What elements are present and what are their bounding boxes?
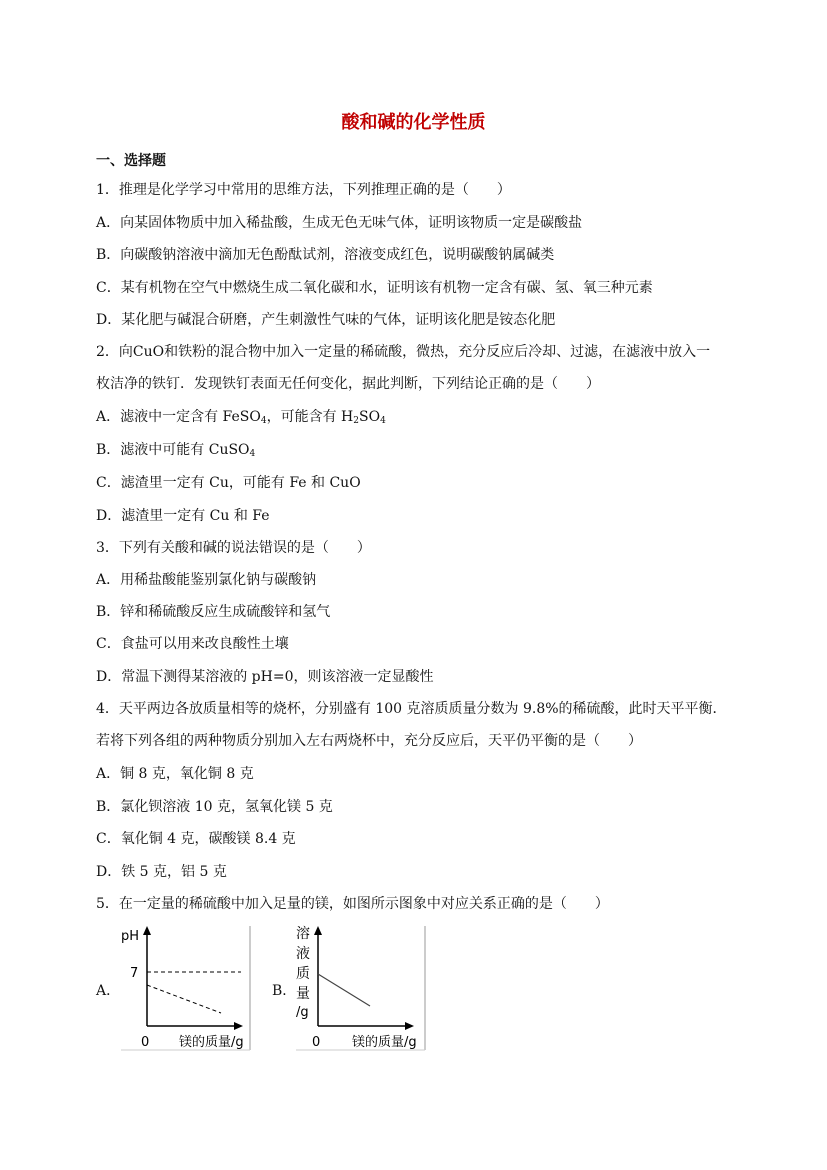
page-title: 酸和碱的化学性质	[341, 112, 486, 133]
option-b-text: B．滤液中可能有 CuSO	[96, 442, 250, 458]
question-4-option-c: C．氧化铜 4 克，碳酸镁 8.4 克	[96, 831, 296, 847]
figure-b-y-label-5: /g	[296, 1005, 309, 1020]
figure-b-curve	[318, 974, 370, 1006]
question-3-option-c: C．食盐可以用来改良酸性土壤	[96, 636, 289, 652]
question-4-stem-line2: 若将下列各组的两种物质分别加入左右两烧杯中，充分反应后，天平仍平衡的是（ ）	[96, 733, 642, 749]
question-2-option-c: C．滤渣里一定有 Cu，可能有 Fe 和 CuO	[96, 475, 361, 491]
question-3-option-d: D．常温下测得某溶液的 pH=0，则该溶液一定显酸性	[96, 669, 434, 685]
figure-a-curve	[147, 985, 221, 1013]
figure-b-y-arrow	[314, 926, 322, 935]
question-2-option-d: D．滤渣里一定有 Cu 和 Fe	[96, 508, 270, 524]
question-3-option-a: A．用稀盐酸能鉴别氯化钠与碳酸钠	[96, 572, 317, 588]
option-a-text-1: A．滤液中一定含有 FeSO	[96, 409, 261, 425]
option-a-text-3: SO	[359, 409, 381, 425]
question-1-option-d: D．某化肥与碱混合研磨，产生刺激性气味的气体，证明该化肥是铵态化肥	[96, 312, 556, 328]
question-3-option-b: B．锌和稀硫酸反应生成硫酸锌和氢气	[96, 604, 331, 620]
figure-a-y-label: pH	[121, 929, 140, 944]
question-2-option-b	[96, 440, 255, 464]
figure-b-y-label-3: 质	[296, 966, 310, 982]
subscript: 4	[380, 416, 386, 426]
question-2-stem-line1: 2．向CuO和铁粉的混合物中加入一定量的稀硫酸，微热，充分反应后冷却、过滤，在滤液中放入一	[96, 344, 711, 360]
figure-b-graph	[292, 922, 432, 1052]
question-4-option-a: A．铜 8 克，氧化铜 8 克	[96, 766, 254, 782]
question-3-stem: 3．下列有关酸和碱的说法错误的是（ ）	[96, 540, 371, 556]
figure-a-origin: 0	[141, 1035, 150, 1050]
figure-b-y-label-2: 液	[296, 946, 310, 962]
option-a-text-2: ，可能含有 H	[266, 409, 354, 425]
question-1-option-a: A．向某固体物质中加入稀盐酸，生成无色无味气体，证明该物质一定是碳酸盐	[96, 215, 583, 231]
figure-b-y-label-4: 量	[296, 986, 310, 1002]
figure-b-option-label: B．	[272, 983, 297, 999]
figure-a-option-label: A．	[96, 983, 121, 999]
figure-a-y-arrow	[143, 926, 151, 935]
question-4-stem-line1: 4．天平两边各放质量相等的烧杯，分别盛有 100 克溶质质量分数为 9.8%的稀硫酸，此时天平平衡．	[96, 701, 727, 717]
subscript: 2	[353, 416, 360, 426]
figure-b-x-arrow	[405, 1022, 414, 1030]
figure-a-graph	[117, 922, 257, 1052]
question-2-stem-line2: 枚洁净的铁钉．发现铁钉表面无任何变化，据此判断，下列结论正确的是（ ）	[96, 376, 600, 392]
question-5-stem: 5．在一定量的稀硫酸中加入足量的镁，如图所示图象中对应关系正确的是（ ）	[96, 896, 609, 912]
figure-b-origin: 0	[312, 1035, 321, 1050]
question-4-option-b: B．氯化钡溶液 10 克，氢氧化镁 5 克	[96, 799, 333, 815]
figure-a-x-arrow	[234, 1022, 243, 1030]
question-4-option-d: D．铁 5 克，铝 5 克	[96, 864, 227, 880]
figure-a-tick-7: 7	[130, 966, 139, 981]
figure-a-x-label: 镁的质量/g	[179, 1035, 244, 1050]
figure-b-y-label-1: 溶	[296, 926, 310, 942]
subscript: 4	[249, 449, 256, 459]
subscript: 4	[260, 416, 267, 426]
question-1-stem: 1．推理是化学学习中常用的思维方法，下列推理正确的是（ ）	[96, 182, 511, 198]
question-2-option-a	[96, 407, 386, 431]
question-1-option-c: C．某有机物在空气中燃烧生成二氧化碳和水，证明该有机物一定含有碳、氢、氧三种元素	[96, 280, 653, 296]
figure-b-x-label: 镁的质量/g	[352, 1035, 417, 1050]
question-1-option-b: B．向碳酸钠溶液中滴加无色酚酞试剂，溶液变成红色，说明碳酸钠属碱类	[96, 247, 555, 263]
section-heading: 一、选择题	[96, 153, 166, 169]
